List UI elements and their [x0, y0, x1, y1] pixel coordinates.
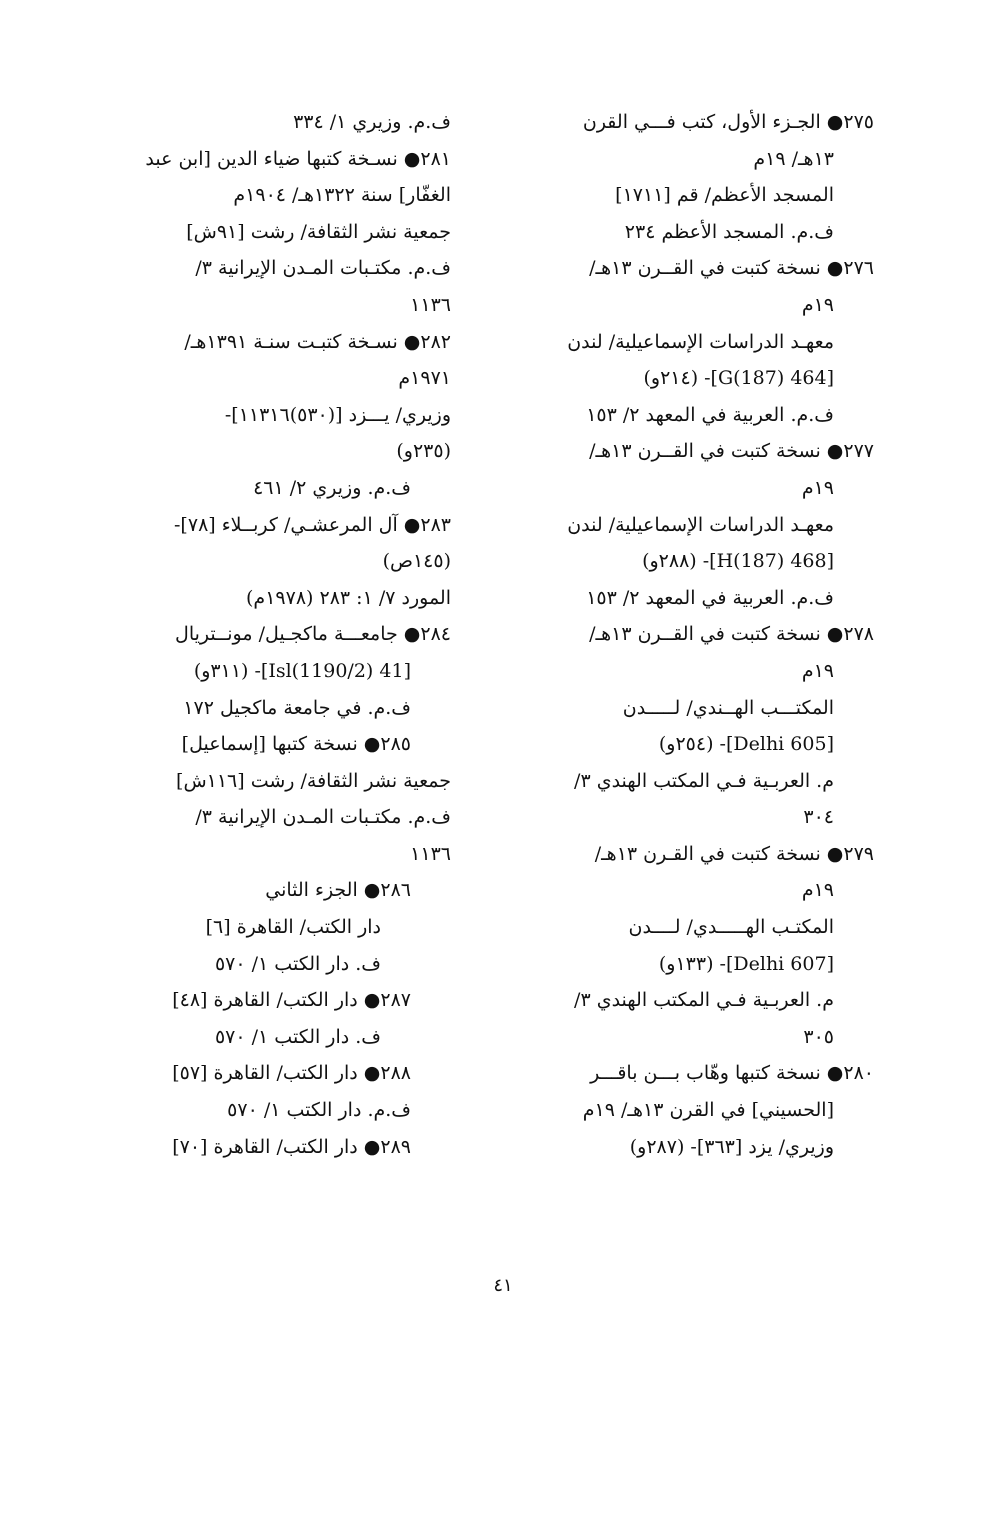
text-line: ١٩م: [801, 476, 834, 499]
text-line: ف.م. المسجد الأعظم ٢٣٤: [624, 220, 834, 243]
text-line: ف.م. العربية في المعهد ٢/ ١٥٣: [586, 403, 834, 426]
text-line: وزيري/ يـــزد [(٥٣٠)١١٣١٦]-: [224, 403, 451, 426]
text-line: معهـد الدراسات الإسماعيلية/ لندن: [567, 330, 834, 353]
text-line: دار الكتب/ القاهرة [٦]: [205, 916, 381, 939]
text-line: ٢٧٨● نسخة كتبت في القــرن ١٣هـ/: [589, 623, 874, 646]
text-line: [41 Isl(1190/2)]- (٣١١و): [193, 659, 411, 682]
text-line: ف. دار الكتب ١/ ٥٧٠: [214, 1025, 381, 1048]
text-line: وزيري/ يزد [٣٦٣]- (٢٨٧و): [629, 1135, 834, 1158]
text-line: المسجد الأعظم/ قم [١٧١١]: [615, 184, 834, 207]
text-line: ٢٨١● نسـخة كتبها ضياء الدين [ابن عبد: [145, 147, 451, 170]
text-line: ٢٧٥● الجـزء الأول، كتب فـــي القرن: [582, 111, 874, 133]
text-line: ف.م. وزيري ١/ ٣٣٤: [293, 111, 451, 133]
text-line: ف.م. العربية في المعهد ٢/ ١٥٣: [586, 586, 834, 609]
text-line: ٣٠٥: [803, 1025, 834, 1048]
text-line: جمعية نشر الثقافة/ رشت [٩١ش]: [186, 220, 451, 243]
text-line: ٢٧٩● نسخة كتبت في القـرن ١٣هـ/: [594, 842, 874, 865]
text-line: ١٣هـ/ ١٩م: [753, 147, 834, 170]
text-line: ف.م. مكتـبات المـدن الإيرانية ٣/: [195, 257, 451, 280]
text-line: (٢٣٥و): [396, 440, 451, 463]
text-line: ٢٨٣● آل المرعشـي/ كربــلاء [٧٨]-: [174, 513, 451, 536]
text-line: ٢٨٥● نسخة كتبها [إسماعيل]: [181, 733, 411, 756]
text-line: [468 H(187)]- (٢٨٨و): [642, 550, 834, 573]
right-column: [529, 104, 874, 1165]
text-line: م. العربـية فـي المكتب الهندي ٣/: [574, 769, 834, 792]
text-line: (١٤٥ص): [382, 550, 451, 573]
text-line: ٢٧٧● نسخة كتبت في القــرن ١٣هـ/: [589, 440, 874, 463]
text-line: ١٩م: [801, 879, 834, 902]
text-line: م. العربـية فـي المكتب الهندي ٣/: [574, 989, 834, 1012]
text-line: ١٩٧١م: [398, 367, 451, 390]
text-line: المكتـب الهـــــدي/ لــــدن: [628, 916, 834, 939]
text-line: المكتـــب الهــندي/ لـــــدن: [622, 696, 834, 719]
text-line: جمعية نشر الثقافة/ رشت [١١٦ش]: [176, 769, 451, 792]
text-line: ١٩م: [801, 659, 834, 682]
text-line: [Delhi 607]- (١٣٣و): [658, 952, 834, 975]
text-line: ٢٨٠● نسخة كتبها وهّاب بـــن باقـــر: [590, 1062, 874, 1085]
text-line: الغفّار] سنة ١٣٢٢هـ/ ١٩٠٤م: [233, 184, 451, 207]
text-line: المورد ٧/ ١: ٢٨٣ (١٩٧٨م): [246, 586, 451, 609]
text-line: ٢٨٢● نسـخة كتبـت سنـة ١٣٩١هـ/: [184, 330, 451, 353]
text-line: ١٩م: [801, 293, 834, 316]
text-line: ف.م. في جامعة ماكجيل ١٧٢: [183, 696, 411, 719]
text-line: ف. دار الكتب ١/ ٥٧٠: [214, 952, 381, 975]
text-line: ٢٨٨● دار الكتب/ القاهرة [٥٧]: [172, 1062, 411, 1085]
text-line: ٢٨٩● دار الكتب/ القاهرة [٧٠]: [172, 1135, 411, 1158]
text-line: [464 G(187)]- (٢١٤و): [643, 367, 834, 390]
left-column: [145, 104, 451, 1165]
text-line: ١١٣٦: [410, 293, 451, 316]
page-number: ٤١: [493, 1275, 513, 1296]
text-line: [Delhi 605]- (٢٥٤و): [658, 733, 834, 756]
text-line: ٢٧٦● نسخة كتبت في القــرن ١٣هـ/: [589, 257, 874, 280]
text-line: ٢٨٤● جامعـــة ماكجـيل/ مونــتريال: [175, 623, 451, 646]
text-line: [الحسيني] في القرن ١٣هـ/ ١٩م: [582, 1099, 834, 1122]
text-line: ١١٣٦: [410, 842, 451, 865]
text-line: ٢٨٧● دار الكتب/ القاهرة [٤٨]: [172, 989, 411, 1012]
text-line: معهـد الدراسات الإسماعيلية/ لندن: [567, 513, 834, 536]
text-line: ف.م. مكتـبات المـدن الإيرانية ٣/: [195, 806, 451, 829]
text-line: ف.م. دار الكتب ١/ ٥٧٠: [227, 1099, 411, 1122]
text-line: ٣٠٤: [803, 806, 834, 829]
text-line: ٢٨٦● الجزء الثاني: [265, 879, 411, 902]
text-line: ف.م. وزيري ٢/ ٤٦١: [253, 476, 411, 499]
